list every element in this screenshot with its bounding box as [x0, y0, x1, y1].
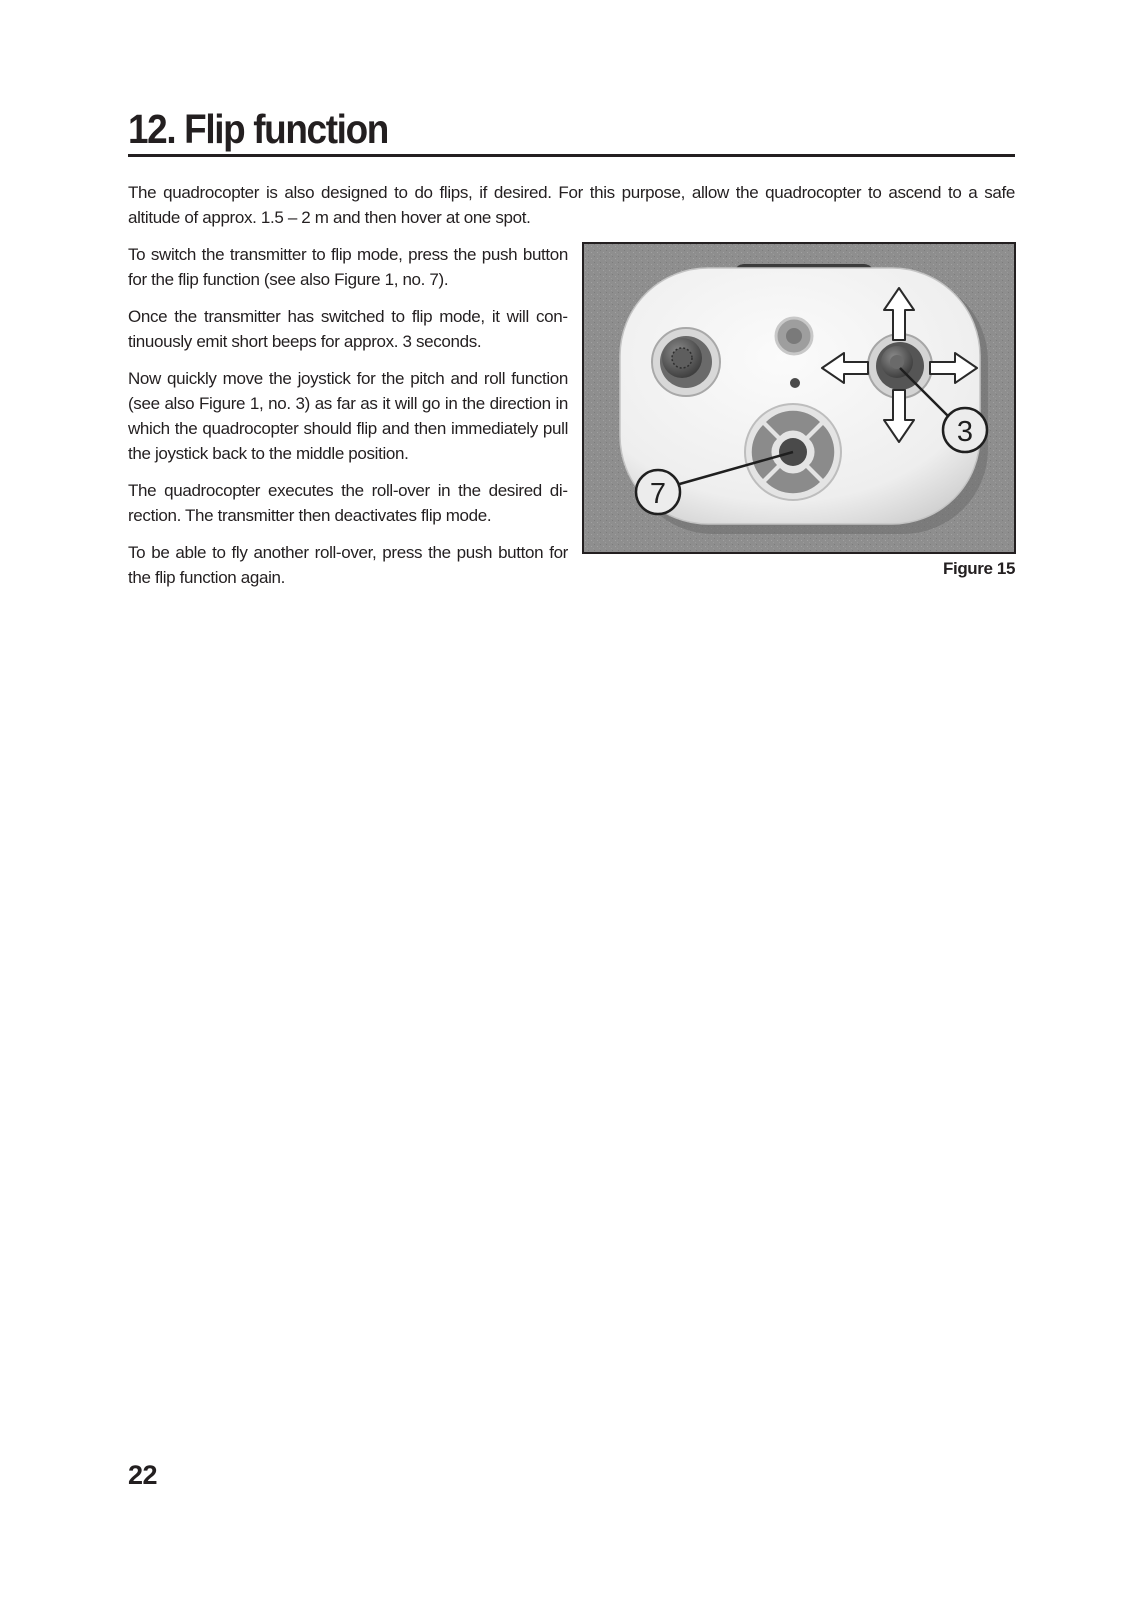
paragraph-flip-mode-switch: To switch the transmitter to flip mode, press the push button for the flip function (see also Figure 1, no. 7). [128, 245, 568, 289]
callout-3: 3 [956, 416, 974, 448]
paragraph-joystick-move: Now quickly move the joystick for the pitch and roll function (see also Figure 1, no. 3) as far as it will go in the direction in which the quadrocopter should flip and then immediately pull the joystick back to the middle position. [128, 369, 568, 463]
paragraph-roll-over: The quadrocopter executes the roll-over in the desired direction. The transmitter then deactivates flip mode. [128, 481, 568, 525]
paragraph-another-roll-over: To be able to fly another roll-over, press the push button for the flip function again. [128, 543, 568, 587]
page-title: 12. Flip function [128, 106, 388, 152]
left-joystick [652, 328, 720, 396]
text-column [128, 242, 568, 602]
callout-7: 7 [649, 478, 667, 510]
right-joystick [868, 334, 932, 398]
figure-caption: Figure 15 [943, 559, 1015, 578]
title-rule [128, 154, 1015, 157]
page-number: 22 [128, 1460, 158, 1490]
intro-paragraph: The quadrocopter is also designed to do flips, if desired. For this purpose, allow the quadrocopter to ascend to a safe altitude of approx. 1.5 – 2 m and then hover at one spot. [128, 183, 1015, 227]
paragraph-beeps: Once the transmitter has switched to flip mode, it will continuously emit short beeps for approx. 3 seconds. [128, 307, 568, 351]
transmitter-photo [582, 242, 1016, 554]
